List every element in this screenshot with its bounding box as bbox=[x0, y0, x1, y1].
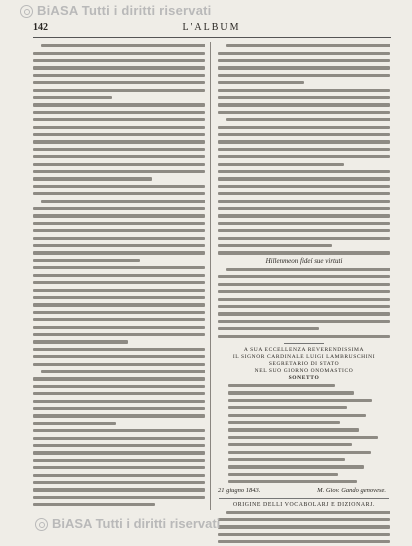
text-line bbox=[33, 79, 205, 86]
signature-date: 21 giugno 1843. bbox=[218, 486, 261, 494]
text-line bbox=[33, 227, 205, 234]
text-line bbox=[218, 79, 390, 86]
text-line bbox=[218, 72, 390, 79]
text-line bbox=[218, 449, 390, 456]
text-line bbox=[218, 123, 390, 130]
text-line bbox=[218, 318, 390, 325]
text-line bbox=[218, 64, 390, 71]
text-line bbox=[33, 264, 205, 271]
text-line bbox=[33, 464, 205, 471]
text-line bbox=[218, 426, 390, 433]
text-line bbox=[218, 146, 390, 153]
text-line bbox=[218, 153, 390, 160]
running-head: L'ALBUM bbox=[182, 22, 241, 33]
text-line bbox=[33, 131, 205, 138]
text-line bbox=[218, 509, 390, 516]
text-line bbox=[218, 332, 390, 339]
text-line bbox=[218, 227, 390, 234]
text-line bbox=[218, 288, 390, 295]
text-line bbox=[33, 286, 205, 293]
header-rule bbox=[33, 37, 391, 38]
text-line bbox=[33, 501, 205, 508]
text-line bbox=[33, 398, 205, 405]
separator-rule bbox=[284, 343, 324, 344]
text-line bbox=[218, 57, 390, 64]
text-line bbox=[33, 383, 205, 390]
text-line bbox=[218, 86, 390, 93]
biasa-logo-icon bbox=[20, 5, 33, 18]
signature-name: M. Giov. Gando genovese. bbox=[317, 486, 386, 494]
text-line bbox=[33, 212, 205, 219]
text-line bbox=[33, 405, 205, 412]
watermark-text: BiASA Tutti i diritti riservati bbox=[37, 3, 212, 18]
text-line bbox=[33, 123, 205, 130]
text-line bbox=[218, 325, 390, 332]
text-line bbox=[218, 538, 390, 545]
text-line bbox=[218, 168, 390, 175]
text-line bbox=[33, 138, 205, 145]
text-line bbox=[33, 301, 205, 308]
text-line bbox=[33, 183, 205, 190]
text-line bbox=[218, 94, 390, 101]
text-line bbox=[218, 310, 390, 317]
text-line bbox=[218, 116, 390, 123]
text-line bbox=[218, 205, 390, 212]
text-line bbox=[33, 486, 205, 493]
text-line bbox=[33, 168, 205, 175]
text-line bbox=[33, 190, 205, 197]
text-line bbox=[33, 435, 205, 442]
text-line bbox=[33, 472, 205, 479]
text-line bbox=[33, 161, 205, 168]
text-line bbox=[33, 420, 205, 427]
text-line bbox=[33, 360, 205, 367]
text-line bbox=[33, 94, 205, 101]
text-line bbox=[218, 419, 390, 426]
text-line bbox=[218, 295, 390, 302]
text-line bbox=[218, 404, 390, 411]
text-line bbox=[33, 101, 205, 108]
watermark-top bbox=[0, 3, 412, 19]
page-number: 142 bbox=[33, 22, 48, 33]
text-line bbox=[33, 235, 205, 242]
text-line bbox=[33, 375, 205, 382]
text-line bbox=[33, 57, 205, 64]
text-line bbox=[218, 242, 390, 249]
text-line bbox=[218, 303, 390, 310]
text-line bbox=[218, 42, 390, 49]
text-line bbox=[33, 257, 205, 264]
text-line bbox=[218, 273, 390, 280]
right-column bbox=[218, 42, 390, 546]
text-line bbox=[218, 49, 390, 56]
text-line bbox=[33, 249, 205, 256]
text-line bbox=[33, 412, 205, 419]
text-line bbox=[33, 146, 205, 153]
dedication-line-3: SEGRETARIO DI STATO bbox=[268, 360, 340, 367]
text-line bbox=[33, 205, 205, 212]
poem-label: SONETTO bbox=[288, 374, 320, 381]
column-divider bbox=[210, 42, 211, 510]
dedication-line-4: NEL SUO GIORNO ONOMASTICO bbox=[254, 367, 354, 374]
text-line bbox=[33, 449, 205, 456]
text-line bbox=[218, 220, 390, 227]
text-line bbox=[33, 109, 205, 116]
text-line bbox=[218, 249, 390, 256]
text-line bbox=[33, 42, 205, 49]
text-line bbox=[218, 138, 390, 145]
text-line bbox=[33, 494, 205, 501]
text-line bbox=[33, 175, 205, 182]
text-line bbox=[33, 427, 205, 434]
text-line bbox=[33, 242, 205, 249]
dedication-line-2: IL SIGNOR CARDINALE LUIGI LAMBRUSCHINI bbox=[232, 353, 376, 360]
text-line bbox=[218, 198, 390, 205]
text-line bbox=[218, 441, 390, 448]
text-line bbox=[33, 279, 205, 286]
text-line bbox=[33, 338, 205, 345]
text-line bbox=[218, 456, 390, 463]
text-line bbox=[218, 161, 390, 168]
text-line bbox=[33, 346, 205, 353]
text-line bbox=[218, 478, 390, 485]
biasa-logo-icon bbox=[35, 518, 48, 531]
text-line bbox=[218, 434, 390, 441]
text-line bbox=[218, 411, 390, 418]
text-line bbox=[33, 457, 205, 464]
text-line bbox=[33, 198, 205, 205]
text-line bbox=[33, 331, 205, 338]
left-column bbox=[33, 42, 205, 509]
text-line bbox=[218, 266, 390, 273]
text-line bbox=[33, 220, 205, 227]
italic-heading: Hillenmeon fideí sue virtuti bbox=[265, 256, 343, 265]
text-line bbox=[33, 353, 205, 360]
text-line bbox=[33, 368, 205, 375]
text-line bbox=[33, 390, 205, 397]
text-line bbox=[33, 116, 205, 123]
text-line bbox=[33, 64, 205, 71]
text-line bbox=[33, 323, 205, 330]
poem-signature bbox=[218, 486, 390, 495]
text-line bbox=[33, 479, 205, 486]
dedication-line-1: A SUA ECCELLENZA REVERENDISSIMA bbox=[243, 346, 365, 353]
section-rule bbox=[219, 498, 389, 499]
watermark-text: BiASA Tutti i diritti riservati bbox=[52, 516, 221, 531]
text-line bbox=[218, 471, 390, 478]
watermark-bottom bbox=[0, 516, 412, 532]
text-line bbox=[218, 382, 390, 389]
text-line bbox=[218, 397, 390, 404]
text-line bbox=[218, 235, 390, 242]
text-line bbox=[33, 49, 205, 56]
text-line bbox=[33, 294, 205, 301]
text-line bbox=[218, 131, 390, 138]
page-header bbox=[33, 22, 390, 36]
text-line bbox=[33, 153, 205, 160]
text-line bbox=[218, 175, 390, 182]
text-line bbox=[218, 183, 390, 190]
text-line bbox=[218, 463, 390, 470]
text-line bbox=[218, 190, 390, 197]
section-heading: ORIGINE DELLI VOCABOLARJ E DIZIONARJ. bbox=[232, 501, 376, 508]
text-line bbox=[218, 389, 390, 396]
text-line bbox=[218, 212, 390, 219]
text-line bbox=[33, 442, 205, 449]
text-line bbox=[33, 72, 205, 79]
text-line bbox=[218, 109, 390, 116]
text-line bbox=[33, 316, 205, 323]
text-line bbox=[33, 309, 205, 316]
text-line bbox=[218, 281, 390, 288]
text-line bbox=[33, 272, 205, 279]
text-line bbox=[218, 101, 390, 108]
text-line bbox=[33, 86, 205, 93]
